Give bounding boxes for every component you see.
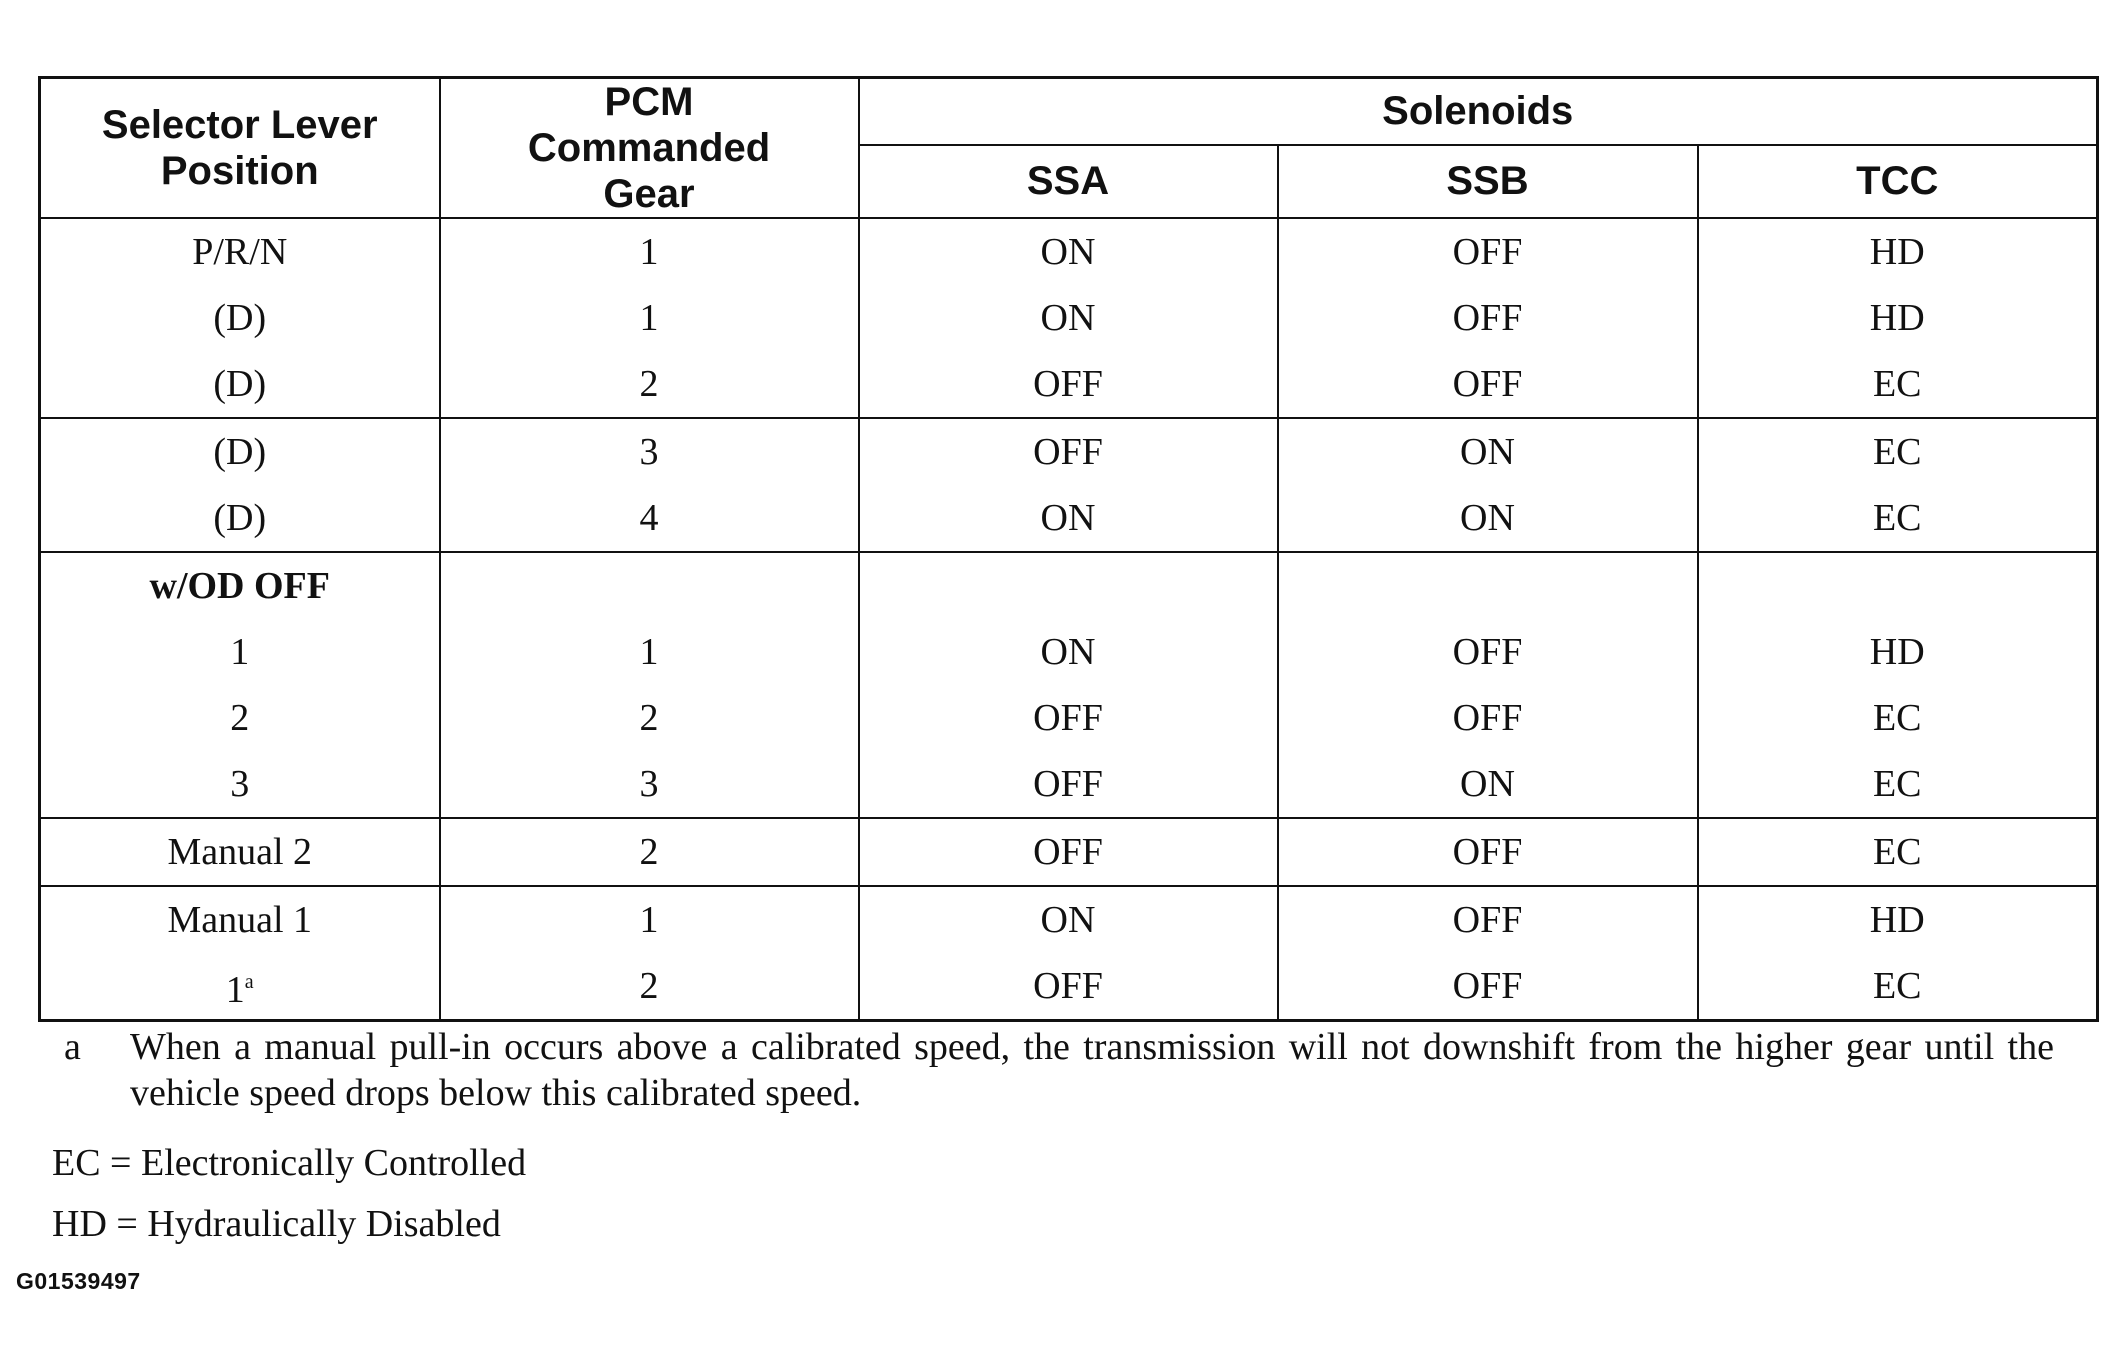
cell-commanded-gear: 1 (440, 218, 859, 285)
legend-ec: EC = Electronically Controlled (52, 1142, 527, 1184)
cell-empty (1278, 552, 1698, 619)
table-row (40, 285, 2098, 351)
cell-commanded-gear: 1 (440, 285, 859, 351)
cell-tcc: EC (1698, 351, 2098, 418)
cell-tcc: HD (1698, 619, 2098, 685)
cell-tcc: EC (1698, 685, 2098, 751)
cell-ssb: OFF (1278, 818, 1698, 886)
cell-ssa: ON (859, 886, 1278, 953)
cell-selector-position (40, 953, 440, 1021)
cell-tcc: EC (1698, 485, 2098, 552)
cell-ssb: ON (1278, 418, 1698, 485)
group-label-od-off: w/OD OFF (40, 552, 440, 619)
cell-selector-position: Manual 2 (40, 818, 440, 886)
cell-commanded-gear: 3 (440, 418, 859, 485)
cell-ssb: OFF (1278, 351, 1698, 418)
table-header (40, 78, 2098, 219)
cell-tcc: EC (1698, 818, 2098, 886)
cell-commanded-gear: 2 (440, 351, 859, 418)
cell-tcc: HD (1698, 218, 2098, 285)
cell-selector-position: (D) (40, 285, 440, 351)
cell-selector-position: (D) (40, 351, 440, 418)
table-row (40, 418, 2098, 485)
solenoid-table (38, 76, 2099, 1022)
cell-commanded-gear: 3 (440, 751, 859, 818)
footnote (64, 1024, 2054, 1116)
footnote-mark: a (64, 1026, 81, 1068)
cell-selector-position: 2 (40, 685, 440, 751)
cell-empty (1698, 552, 2098, 619)
cell-ssa: ON (859, 285, 1278, 351)
cell-empty (859, 552, 1278, 619)
cell-commanded-gear: 1 (440, 619, 859, 685)
table-row (40, 685, 2098, 751)
cell-selector-position: (D) (40, 485, 440, 552)
cell-ssb: OFF (1278, 285, 1698, 351)
table-row (40, 953, 2098, 1021)
cell-tcc: EC (1698, 751, 2098, 818)
header-ssa: SSA (859, 145, 1278, 219)
table-row (40, 351, 2098, 418)
cell-ssa: OFF (859, 751, 1278, 818)
table-row (40, 218, 2098, 285)
cell-ssb: ON (1278, 751, 1698, 818)
header-ssb: SSB (1278, 145, 1698, 219)
header-tcc: TCC (1698, 145, 2098, 219)
footnote-text: When a manual pull-in occurs above a calibrated speed, the transmission will not downshift from the higher gear until the vehicle speed drops below this calibrated speed. (130, 1026, 2054, 1114)
cell-ssa: OFF (859, 418, 1278, 485)
cell-ssa: ON (859, 218, 1278, 285)
cell-ssa: OFF (859, 685, 1278, 751)
footnote-reference: a (244, 971, 254, 993)
cell-tcc: HD (1698, 886, 2098, 953)
cell-commanded-gear: 2 (440, 818, 859, 886)
table-row (40, 751, 2098, 818)
cell-commanded-gear: 1 (440, 886, 859, 953)
table-row (40, 619, 2098, 685)
cell-ssb: OFF (1278, 953, 1698, 1021)
table-row (40, 818, 2098, 886)
cell-selector-position: Manual 1 (40, 886, 440, 953)
cell-commanded-gear: 2 (440, 953, 859, 1021)
cell-selector-position: 3 (40, 751, 440, 818)
cell-commanded-gear: 4 (440, 485, 859, 552)
header-selector-lever-position: Selector Lever Position (40, 78, 440, 219)
position-value: 1 (225, 969, 245, 1011)
header-pcm-commanded-gear: PCM Commanded Gear (440, 78, 859, 219)
cell-selector-position: 1 (40, 619, 440, 685)
legend-hd: HD = Hydraulically Disabled (52, 1203, 501, 1245)
table-row (40, 485, 2098, 552)
cell-ssb: OFF (1278, 619, 1698, 685)
table-row (40, 886, 2098, 953)
figure-id: G01539497 (16, 1268, 141, 1294)
table-body (40, 218, 2098, 1021)
cell-ssb: OFF (1278, 218, 1698, 285)
cell-ssb: ON (1278, 485, 1698, 552)
cell-tcc: EC (1698, 418, 2098, 485)
table-row-group-label (40, 552, 2098, 619)
cell-empty (440, 552, 859, 619)
cell-ssa: OFF (859, 818, 1278, 886)
cell-selector-position: (D) (40, 418, 440, 485)
cell-ssa: OFF (859, 351, 1278, 418)
cell-ssb: OFF (1278, 886, 1698, 953)
cell-ssb: OFF (1278, 685, 1698, 751)
cell-tcc: EC (1698, 953, 2098, 1021)
cell-ssa: ON (859, 619, 1278, 685)
cell-commanded-gear: 2 (440, 685, 859, 751)
header-solenoids: Solenoids (859, 78, 2098, 145)
cell-ssa: ON (859, 485, 1278, 552)
cell-ssa: OFF (859, 953, 1278, 1021)
cell-selector-position: P/R/N (40, 218, 440, 285)
cell-tcc: HD (1698, 285, 2098, 351)
